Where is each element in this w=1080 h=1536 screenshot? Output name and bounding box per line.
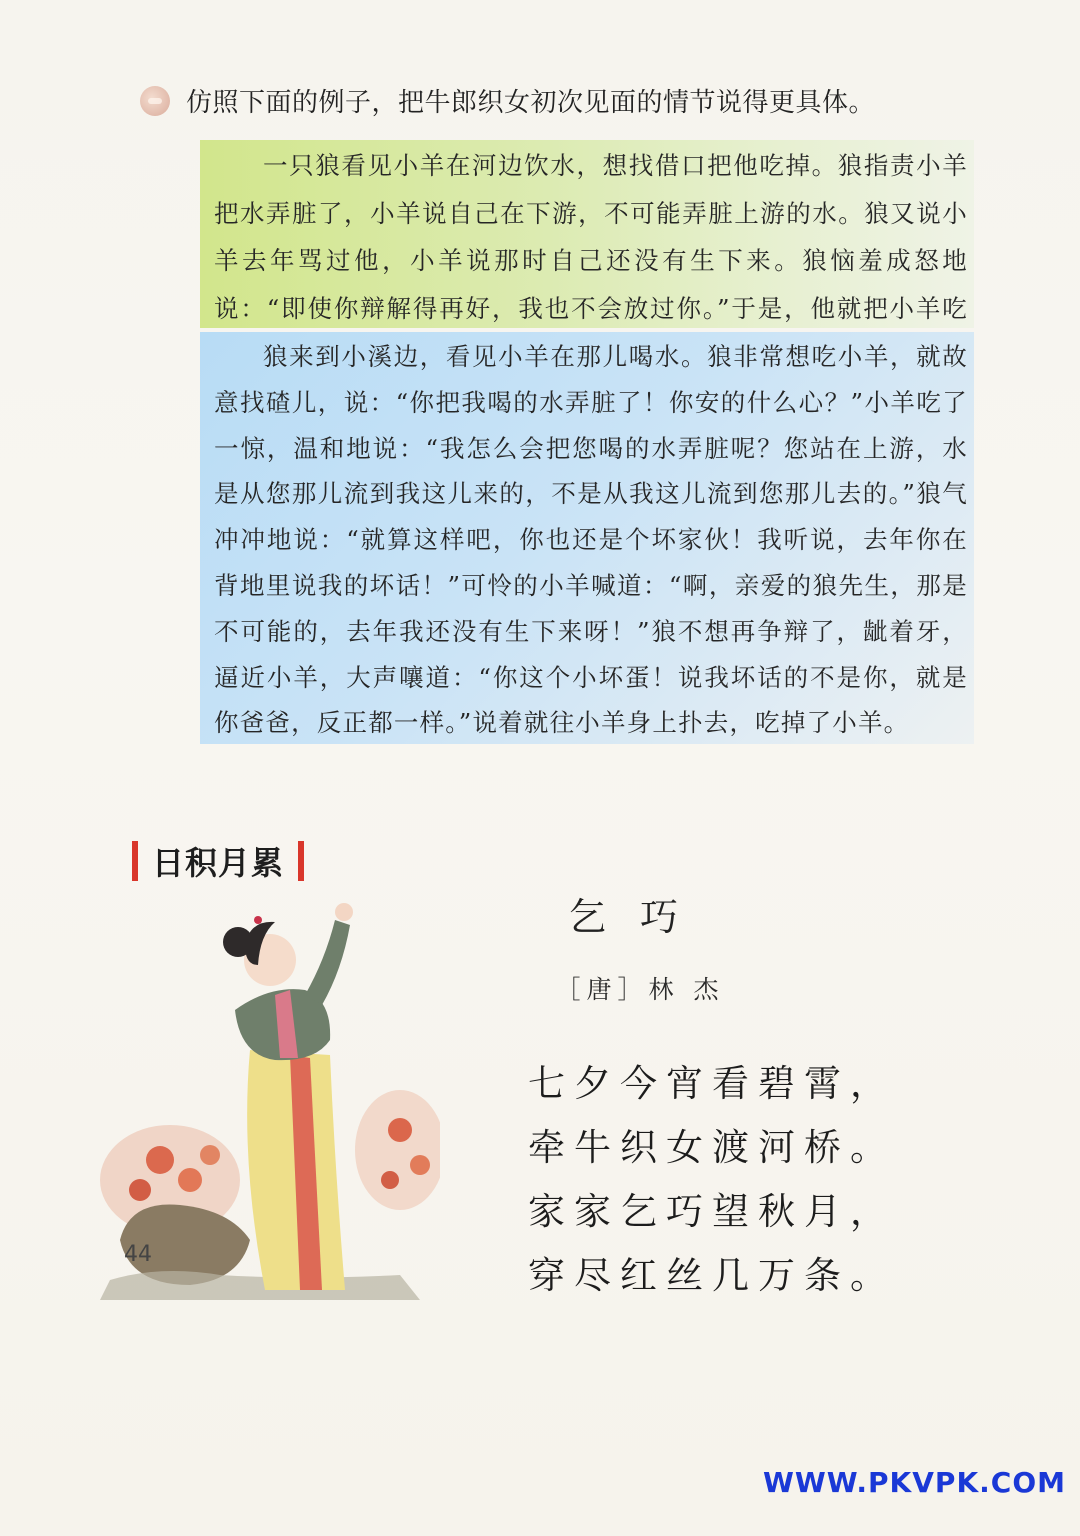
poem-body bbox=[528, 1052, 896, 1308]
long-passage-text: 狼来到小溪边，看见小羊在那儿喝水。狼非常想吃小羊，就故意找碴儿，说：“你把我喝的水弄脏了！你安的什么心？”小羊吃了一惊，温和地说：“我怎么会把您喝的水弄脏呢？您站在上游，水是从您那儿流到我这儿来的，不是从我这儿流到您那儿去的。”狼气冲冲地说：“就算这样吧，你也还是个坏家伙！我听说，去年你在背地里说我的坏话！”可怜的小羊喊道：“啊，亲爱的狼先生，那是不可能的，去年我还没有生下来呀！”狼不想再争辩了，龇着牙，逼近小羊，大声嚷道：“你这个小坏蛋！说我坏话的不是你，就是你爸爸，反正都一样。”说着就往小羊身上扑去，吃掉了小羊。 bbox=[214, 342, 968, 738]
poem-title: 乞巧 bbox=[567, 895, 712, 939]
poem-line: 穿尽红丝几万条。 bbox=[528, 1254, 896, 1297]
exercise-instruction bbox=[140, 82, 875, 119]
poem-line: 七夕今宵看碧霄， bbox=[528, 1062, 896, 1105]
example-passage-short bbox=[200, 140, 974, 328]
heading-bar-right bbox=[298, 841, 304, 881]
short-passage-text: 一只狼看见小羊在河边饮水，想找借口把他吃掉。狼指责小羊把水弄脏了，小羊说自己在下游，不可能弄脏上游的水。狼又说小羊去年骂过他，小羊说那时自己还没有生下来。狼恼羞成怒地说：“即使你辩解得再好，我也不会放过你。”于是，他就把小羊吃 bbox=[214, 151, 968, 323]
poem-line: 家家乞巧望秋月， bbox=[528, 1190, 896, 1233]
page-number: 44 bbox=[124, 1242, 152, 1267]
site-watermark: WWW.PKVPK.COM bbox=[763, 1466, 1066, 1499]
section-heading bbox=[132, 838, 304, 884]
bullet-icon bbox=[140, 86, 170, 116]
example-passage-long bbox=[200, 332, 974, 744]
section-title: 日积月累 bbox=[152, 844, 285, 882]
heading-bar-left bbox=[132, 841, 138, 881]
lady-illustration bbox=[100, 880, 440, 1300]
poem-line: 牵牛织女渡河桥。 bbox=[528, 1126, 896, 1169]
instruction-text: 仿照下面的例子，把牛郎织女初次见面的情节说得更具体。 bbox=[186, 88, 876, 118]
poem-author: ［唐］林 杰 bbox=[555, 975, 725, 1004]
